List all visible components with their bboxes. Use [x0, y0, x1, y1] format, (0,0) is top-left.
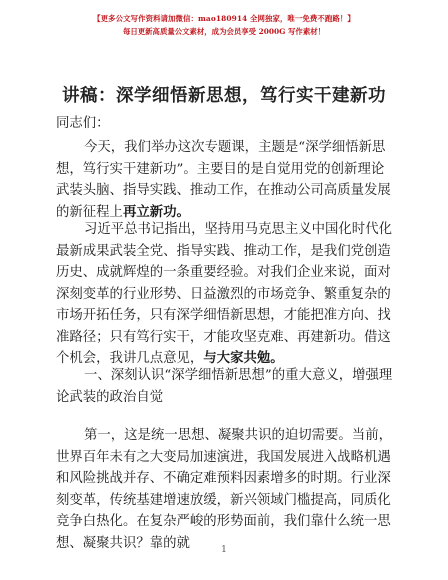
paragraph-2-text: 习近平总书记指出，坚持用马克思主义中国化时代化最新成果武装全党、指导实践、推动工作，是我们党创造历史、成就辉煌的一条重要经验。对我们企业来说，面对深刻变革的行业形势、日益激烈的市场竞争、繁重复杂的市场开拓任务，只有深学细悟新思想，才能把准方向、找准路径；只有笃行实干，才能攻坚克难、再建新功。借这个机会，我讲几点意见，: [56, 222, 392, 366]
page-number: 1: [221, 545, 227, 555]
promo-banner-line-2: 每日更新高质量公文素材，成为会员享受 2000G 写作素材！: [122, 27, 325, 36]
paragraph-1: [56, 137, 397, 223]
paragraph-2-bold-ending: 与大家共勉。: [203, 350, 284, 366]
document-title: 讲稿：深学细悟新思想，笃行实干建新功: [62, 86, 386, 106]
promo-banner-line-1: 【更多公文写作资料请加微信：mao180914 全网独家，唯一免费不跑路！】: [93, 14, 355, 23]
section-heading-1: 一、深刻认识“深学细悟新思想”的重大意义，增强理论武装的政治自觉: [56, 368, 393, 405]
paragraph-1-text: 今天，我们举办这次专题课，主题是“深学细悟新思想，笃行实干建新功”。主要目的是自觉用党的创新理论武装头脑、指导实践、推动工作，在推动公司高质量发展的新征程上: [56, 140, 391, 220]
paragraph-1-bold-ending: 再立新功。: [122, 203, 190, 220]
salutation: 同志们：: [56, 116, 110, 131]
paragraph-3: 第一，这是统一思想、凝聚共识的迫切需要。当前，世界百年未有之大变局加速演进，我国发展进入战略机遇和风险挑战并存、不确定难预料因素增多的时期。行业深刻变革，传统基建增速放缓，新兴领域门槛提高，同质化竞争白热化。在复杂严峻的形势面前，我们靠什么统一思想、凝聚共识？靠的就: [56, 428, 392, 551]
paragraph-2: [56, 219, 397, 370]
